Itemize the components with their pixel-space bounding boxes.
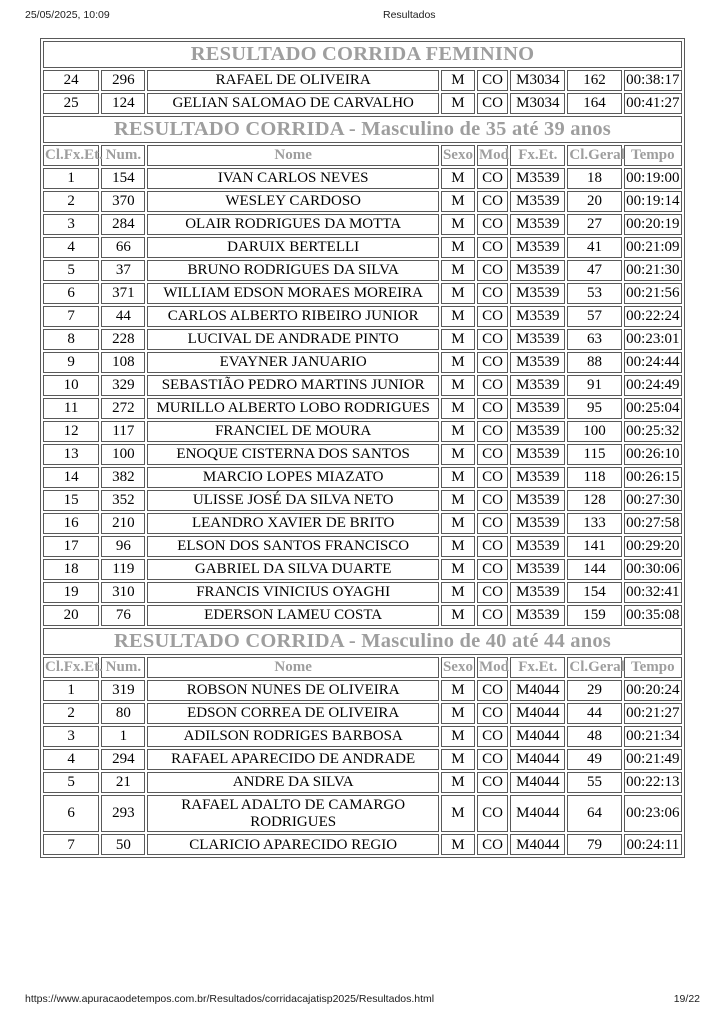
overall-rank-cell: 55 [567, 772, 621, 793]
modality-cell: CO [477, 834, 508, 855]
rank-cell: 6 [43, 795, 99, 833]
time-cell: 00:23:01 [624, 329, 682, 350]
rank-cell: 4 [43, 237, 99, 258]
time-cell: 00:24:44 [624, 352, 682, 373]
result-row [43, 398, 682, 419]
modality-cell: CO [477, 398, 508, 419]
age-group-cell: M3539 [510, 582, 565, 603]
name-cell: FRANCIEL DE MOURA [147, 421, 438, 442]
time-cell: 00:21:56 [624, 283, 682, 304]
name-cell: LUCIVAL DE ANDRADE PINTO [147, 329, 438, 350]
modality-cell: CO [477, 191, 508, 212]
result-row [43, 834, 682, 855]
time-cell: 00:35:08 [624, 605, 682, 626]
bib-number-cell: 44 [101, 306, 145, 327]
section-title-row [43, 116, 682, 143]
result-row [43, 749, 682, 770]
time-cell: 00:25:04 [624, 398, 682, 419]
rank-cell: 11 [43, 398, 99, 419]
sex-cell: M [441, 306, 475, 327]
name-cell: GABRIEL DA SILVA DUARTE [147, 559, 438, 580]
modality-cell: CO [477, 513, 508, 534]
overall-rank-cell: 44 [567, 703, 621, 724]
result-row [43, 559, 682, 580]
sex-cell: M [441, 559, 475, 580]
bib-number-cell: 100 [101, 444, 145, 465]
print-doc-title: Resultados [383, 9, 436, 21]
name-cell: EDSON CORREA DE OLIVEIRA [147, 703, 438, 724]
rank-cell: 3 [43, 726, 99, 747]
print-datetime: 25/05/2025, 10:09 [25, 9, 110, 21]
result-row [43, 490, 682, 511]
column-header-age-group-cell: Fx.Et. [510, 657, 565, 678]
sex-cell: M [441, 749, 475, 770]
column-header-time-cell: Tempo [624, 145, 682, 166]
result-row [43, 306, 682, 327]
sex-cell: M [441, 513, 475, 534]
time-cell: 00:23:06 [624, 795, 682, 833]
sex-cell: M [441, 283, 475, 304]
result-row [43, 582, 682, 603]
time-cell: 00:27:58 [624, 513, 682, 534]
sex-cell: M [441, 582, 475, 603]
age-group-cell: M4044 [510, 726, 565, 747]
name-cell: DARUIX BERTELLI [147, 237, 438, 258]
age-group-cell: M4044 [510, 795, 565, 833]
sex-cell: M [441, 329, 475, 350]
overall-rank-cell: 63 [567, 329, 621, 350]
results-table-body [43, 41, 682, 855]
overall-rank-cell: 41 [567, 237, 621, 258]
overall-rank-cell: 64 [567, 795, 621, 833]
result-row [43, 352, 682, 373]
rank-cell: 25 [43, 93, 99, 114]
section-title-row [43, 41, 682, 68]
bib-number-cell: 50 [101, 834, 145, 855]
age-group-cell: M3539 [510, 490, 565, 511]
age-group-cell: M3034 [510, 70, 565, 91]
result-row [43, 726, 682, 747]
result-row [43, 795, 682, 833]
time-cell: 00:21:34 [624, 726, 682, 747]
name-cell [147, 795, 438, 833]
name-cell: CLARICIO APARECIDO REGIO [147, 834, 438, 855]
sex-cell: M [441, 772, 475, 793]
modality-cell: CO [477, 749, 508, 770]
name-cell: RAFAEL APARECIDO DE ANDRADE [147, 749, 438, 770]
sex-cell: M [441, 93, 475, 114]
time-cell: 00:22:13 [624, 772, 682, 793]
age-group-cell: M3539 [510, 398, 565, 419]
bib-number-cell: 370 [101, 191, 145, 212]
age-group-cell: M3034 [510, 93, 565, 114]
result-row [43, 329, 682, 350]
sex-cell: M [441, 260, 475, 281]
modality-cell: CO [477, 444, 508, 465]
overall-rank-cell: 57 [567, 306, 621, 327]
bib-number-cell: 296 [101, 70, 145, 91]
rank-cell: 1 [43, 680, 99, 701]
modality-cell: CO [477, 467, 508, 488]
column-header-overall-rank-cell: Cl.Geral [567, 657, 621, 678]
bib-number-cell: 76 [101, 605, 145, 626]
overall-rank-cell: 91 [567, 375, 621, 396]
name-cell: ULISSE JOSÉ DA SILVA NETO [147, 490, 438, 511]
bib-number-cell: 21 [101, 772, 145, 793]
result-row [43, 703, 682, 724]
rank-cell: 10 [43, 375, 99, 396]
result-row [43, 214, 682, 235]
rank-cell: 17 [43, 536, 99, 557]
bib-number-cell: 329 [101, 375, 145, 396]
overall-rank-cell: 79 [567, 834, 621, 855]
overall-rank-cell: 115 [567, 444, 621, 465]
result-row [43, 444, 682, 465]
overall-rank-cell: 100 [567, 421, 621, 442]
page-indicator: 19/22 [673, 993, 700, 1005]
rank-cell: 16 [43, 513, 99, 534]
bib-number-cell: 154 [101, 168, 145, 189]
bib-number-cell: 319 [101, 680, 145, 701]
column-header-rank-cell: Cl.Fx.Et. [43, 657, 99, 678]
age-group-cell: M3539 [510, 306, 565, 327]
sex-cell: M [441, 398, 475, 419]
time-cell: 00:32:41 [624, 582, 682, 603]
name-cell: SEBASTIÃO PEDRO MARTINS JUNIOR [147, 375, 438, 396]
modality-cell: CO [477, 168, 508, 189]
sex-cell: M [441, 726, 475, 747]
result-row [43, 93, 682, 114]
name-cell: FRANCIS VINICIUS OYAGHI [147, 582, 438, 603]
age-group-cell: M3539 [510, 444, 565, 465]
result-row [43, 513, 682, 534]
time-cell: 00:29:20 [624, 536, 682, 557]
sex-cell: M [441, 421, 475, 442]
bib-number-cell: 371 [101, 283, 145, 304]
time-cell: 00:19:00 [624, 168, 682, 189]
name-cell: ROBSON NUNES DE OLIVEIRA [147, 680, 438, 701]
overall-rank-cell: 164 [567, 93, 621, 114]
overall-rank-cell: 154 [567, 582, 621, 603]
sex-cell: M [441, 214, 475, 235]
modality-cell: CO [477, 703, 508, 724]
age-group-cell: M3539 [510, 237, 565, 258]
rank-cell: 6 [43, 283, 99, 304]
time-cell: 00:21:27 [624, 703, 682, 724]
overall-rank-cell: 88 [567, 352, 621, 373]
modality-cell: CO [477, 772, 508, 793]
overall-rank-cell: 159 [567, 605, 621, 626]
age-group-cell: M4044 [510, 749, 565, 770]
age-group-cell: M3539 [510, 168, 565, 189]
bib-number-cell: 310 [101, 582, 145, 603]
rank-cell: 12 [43, 421, 99, 442]
time-cell: 00:26:15 [624, 467, 682, 488]
results-table [40, 38, 685, 858]
modality-cell: CO [477, 214, 508, 235]
modality-cell: CO [477, 559, 508, 580]
name-cell: BRUNO RODRIGUES DA SILVA [147, 260, 438, 281]
modality-cell: CO [477, 490, 508, 511]
overall-rank-cell: 49 [567, 749, 621, 770]
modality-cell: CO [477, 680, 508, 701]
name-cell: IVAN CARLOS NEVES [147, 168, 438, 189]
sex-cell: M [441, 834, 475, 855]
time-cell: 00:41:27 [624, 93, 682, 114]
modality-cell: CO [477, 795, 508, 833]
age-group-cell: M3539 [510, 605, 565, 626]
bib-number-cell: 294 [101, 749, 145, 770]
modality-cell: CO [477, 283, 508, 304]
modality-cell: CO [477, 329, 508, 350]
age-group-cell: M4044 [510, 772, 565, 793]
time-cell: 00:22:24 [624, 306, 682, 327]
result-row [43, 237, 682, 258]
sex-cell: M [441, 703, 475, 724]
age-group-cell: M3539 [510, 559, 565, 580]
overall-rank-cell: 29 [567, 680, 621, 701]
section-title: RESULTADO CORRIDA - Masculino de 35 até 39 anos [43, 116, 682, 143]
modality-cell: CO [477, 536, 508, 557]
column-header-sex-cell: Sexo [441, 657, 475, 678]
time-cell: 00:24:11 [624, 834, 682, 855]
modality-cell: CO [477, 93, 508, 114]
age-group-cell: M3539 [510, 283, 565, 304]
modality-cell: CO [477, 70, 508, 91]
sex-cell: M [441, 168, 475, 189]
name-cell: OLAIR RODRIGUES DA MOTTA [147, 214, 438, 235]
modality-cell: CO [477, 582, 508, 603]
bib-number-cell: 66 [101, 237, 145, 258]
overall-rank-cell: 144 [567, 559, 621, 580]
name-cell: ANDRE DA SILVA [147, 772, 438, 793]
modality-cell: CO [477, 352, 508, 373]
age-group-cell: M3539 [510, 536, 565, 557]
rank-cell: 3 [43, 214, 99, 235]
result-row [43, 260, 682, 281]
age-group-cell: M3539 [510, 260, 565, 281]
name-cell: EVAYNER JANUARIO [147, 352, 438, 373]
overall-rank-cell: 128 [567, 490, 621, 511]
result-row [43, 536, 682, 557]
age-group-cell: M3539 [510, 513, 565, 534]
result-row [43, 283, 682, 304]
rank-cell: 8 [43, 329, 99, 350]
section-title: RESULTADO CORRIDA - Masculino de 40 até 44 anos [43, 628, 682, 655]
sex-cell: M [441, 352, 475, 373]
modality-cell: CO [477, 237, 508, 258]
rank-cell: 7 [43, 834, 99, 855]
age-group-cell: M3539 [510, 352, 565, 373]
column-header-bib-number-cell: Num. [101, 145, 145, 166]
sex-cell: M [441, 795, 475, 833]
column-header-name-cell: Nome [147, 145, 438, 166]
name-cell: RAFAEL DE OLIVEIRA [147, 70, 438, 91]
name-cell: LEANDRO XAVIER DE BRITO [147, 513, 438, 534]
result-row [43, 772, 682, 793]
age-group-cell: M3539 [510, 467, 565, 488]
rank-cell: 7 [43, 306, 99, 327]
time-cell: 00:20:19 [624, 214, 682, 235]
bib-number-cell: 284 [101, 214, 145, 235]
bib-number-cell: 37 [101, 260, 145, 281]
overall-rank-cell: 141 [567, 536, 621, 557]
time-cell: 00:19:14 [624, 191, 682, 212]
sex-cell: M [441, 536, 475, 557]
rank-cell: 2 [43, 703, 99, 724]
section-title-row [43, 628, 682, 655]
time-cell: 00:38:17 [624, 70, 682, 91]
result-row [43, 191, 682, 212]
overall-rank-cell: 118 [567, 467, 621, 488]
bib-number-cell: 1 [101, 726, 145, 747]
overall-rank-cell: 20 [567, 191, 621, 212]
print-header [25, 9, 699, 23]
sex-cell: M [441, 490, 475, 511]
modality-cell: CO [477, 260, 508, 281]
sex-cell: M [441, 237, 475, 258]
column-header-rank-cell: Cl.Fx.Et. [43, 145, 99, 166]
modality-cell: CO [477, 306, 508, 327]
column-header-sex-cell: Sexo [441, 145, 475, 166]
bib-number-cell: 272 [101, 398, 145, 419]
time-cell: 00:21:09 [624, 237, 682, 258]
bib-number-cell: 293 [101, 795, 145, 833]
time-cell: 00:25:32 [624, 421, 682, 442]
rank-cell: 4 [43, 749, 99, 770]
column-header-age-group-cell: Fx.Et. [510, 145, 565, 166]
name-cell: EDERSON LAMEU COSTA [147, 605, 438, 626]
name-cell: MARCIO LOPES MIAZATO [147, 467, 438, 488]
bib-number-cell: 210 [101, 513, 145, 534]
name-cell: WESLEY CARDOSO [147, 191, 438, 212]
section-title: RESULTADO CORRIDA FEMININO [43, 41, 682, 68]
bib-number-cell: 124 [101, 93, 145, 114]
rank-cell: 1 [43, 168, 99, 189]
column-header-overall-rank-cell: Cl.Geral [567, 145, 621, 166]
sex-cell: M [441, 605, 475, 626]
modality-cell: CO [477, 375, 508, 396]
age-group-cell: M3539 [510, 329, 565, 350]
result-row [43, 680, 682, 701]
column-header-name-cell: Nome [147, 657, 438, 678]
overall-rank-cell: 53 [567, 283, 621, 304]
result-row [43, 421, 682, 442]
age-group-cell: M4044 [510, 703, 565, 724]
column-header-bib-number-cell: Num. [101, 657, 145, 678]
name-cell: WILLIAM EDSON MORAES MOREIRA [147, 283, 438, 304]
bib-number-cell: 228 [101, 329, 145, 350]
rank-cell: 15 [43, 490, 99, 511]
rank-cell: 14 [43, 467, 99, 488]
rank-cell: 24 [43, 70, 99, 91]
age-group-cell: M4044 [510, 680, 565, 701]
bib-number-cell: 80 [101, 703, 145, 724]
modality-cell: CO [477, 421, 508, 442]
modality-cell: CO [477, 605, 508, 626]
result-row [43, 70, 682, 91]
time-cell: 00:24:49 [624, 375, 682, 396]
age-group-cell: M4044 [510, 834, 565, 855]
column-header-time-cell: Tempo [624, 657, 682, 678]
print-footer [25, 993, 700, 1005]
name-cell: GELIAN SALOMAO DE CARVALHO [147, 93, 438, 114]
rank-cell: 5 [43, 772, 99, 793]
rank-cell: 19 [43, 582, 99, 603]
time-cell: 00:26:10 [624, 444, 682, 465]
rank-cell: 9 [43, 352, 99, 373]
modality-cell: CO [477, 726, 508, 747]
rank-cell: 5 [43, 260, 99, 281]
time-cell: 00:21:30 [624, 260, 682, 281]
result-row [43, 168, 682, 189]
name-cell: ADILSON RODRIGES BARBOSA [147, 726, 438, 747]
overall-rank-cell: 48 [567, 726, 621, 747]
sex-cell: M [441, 444, 475, 465]
sex-cell: M [441, 467, 475, 488]
age-group-cell: M3539 [510, 421, 565, 442]
overall-rank-cell: 27 [567, 214, 621, 235]
overall-rank-cell: 162 [567, 70, 621, 91]
sex-cell: M [441, 680, 475, 701]
time-cell: 00:27:30 [624, 490, 682, 511]
overall-rank-cell: 133 [567, 513, 621, 534]
rank-cell: 13 [43, 444, 99, 465]
time-cell: 00:20:24 [624, 680, 682, 701]
bib-number-cell: 382 [101, 467, 145, 488]
overall-rank-cell: 18 [567, 168, 621, 189]
age-group-cell: M3539 [510, 214, 565, 235]
time-cell: 00:21:49 [624, 749, 682, 770]
rank-cell: 2 [43, 191, 99, 212]
column-header-row [43, 657, 682, 678]
bib-number-cell: 352 [101, 490, 145, 511]
name-cell: ELSON DOS SANTOS FRANCISCO [147, 536, 438, 557]
sex-cell: M [441, 191, 475, 212]
result-row [43, 467, 682, 488]
name-cell: ENOQUE CISTERNA DOS SANTOS [147, 444, 438, 465]
sex-cell: M [441, 375, 475, 396]
age-group-cell: M3539 [510, 375, 565, 396]
overall-rank-cell: 47 [567, 260, 621, 281]
sex-cell: M [441, 70, 475, 91]
result-row [43, 375, 682, 396]
result-row [43, 605, 682, 626]
source-url: https://www.apuracaodetempos.com.br/Resultados/corridacajatisp2025/Resultados.html [25, 993, 435, 1005]
column-header-modality-cell: Mod [477, 145, 508, 166]
bib-number-cell: 119 [101, 559, 145, 580]
rank-cell: 18 [43, 559, 99, 580]
name-cell: MURILLO ALBERTO LOBO RODRIGUES [147, 398, 438, 419]
bib-number-cell: 117 [101, 421, 145, 442]
column-header-modality-cell: Mod [477, 657, 508, 678]
column-header-row [43, 145, 682, 166]
rank-cell: 20 [43, 605, 99, 626]
age-group-cell: M3539 [510, 191, 565, 212]
runner-name: RAFAEL ADALTO DE CAMARGO RODRIGUES [181, 796, 406, 830]
overall-rank-cell: 95 [567, 398, 621, 419]
time-cell: 00:30:06 [624, 559, 682, 580]
bib-number-cell: 108 [101, 352, 145, 373]
bib-number-cell: 96 [101, 536, 145, 557]
name-cell: CARLOS ALBERTO RIBEIRO JUNIOR [147, 306, 438, 327]
